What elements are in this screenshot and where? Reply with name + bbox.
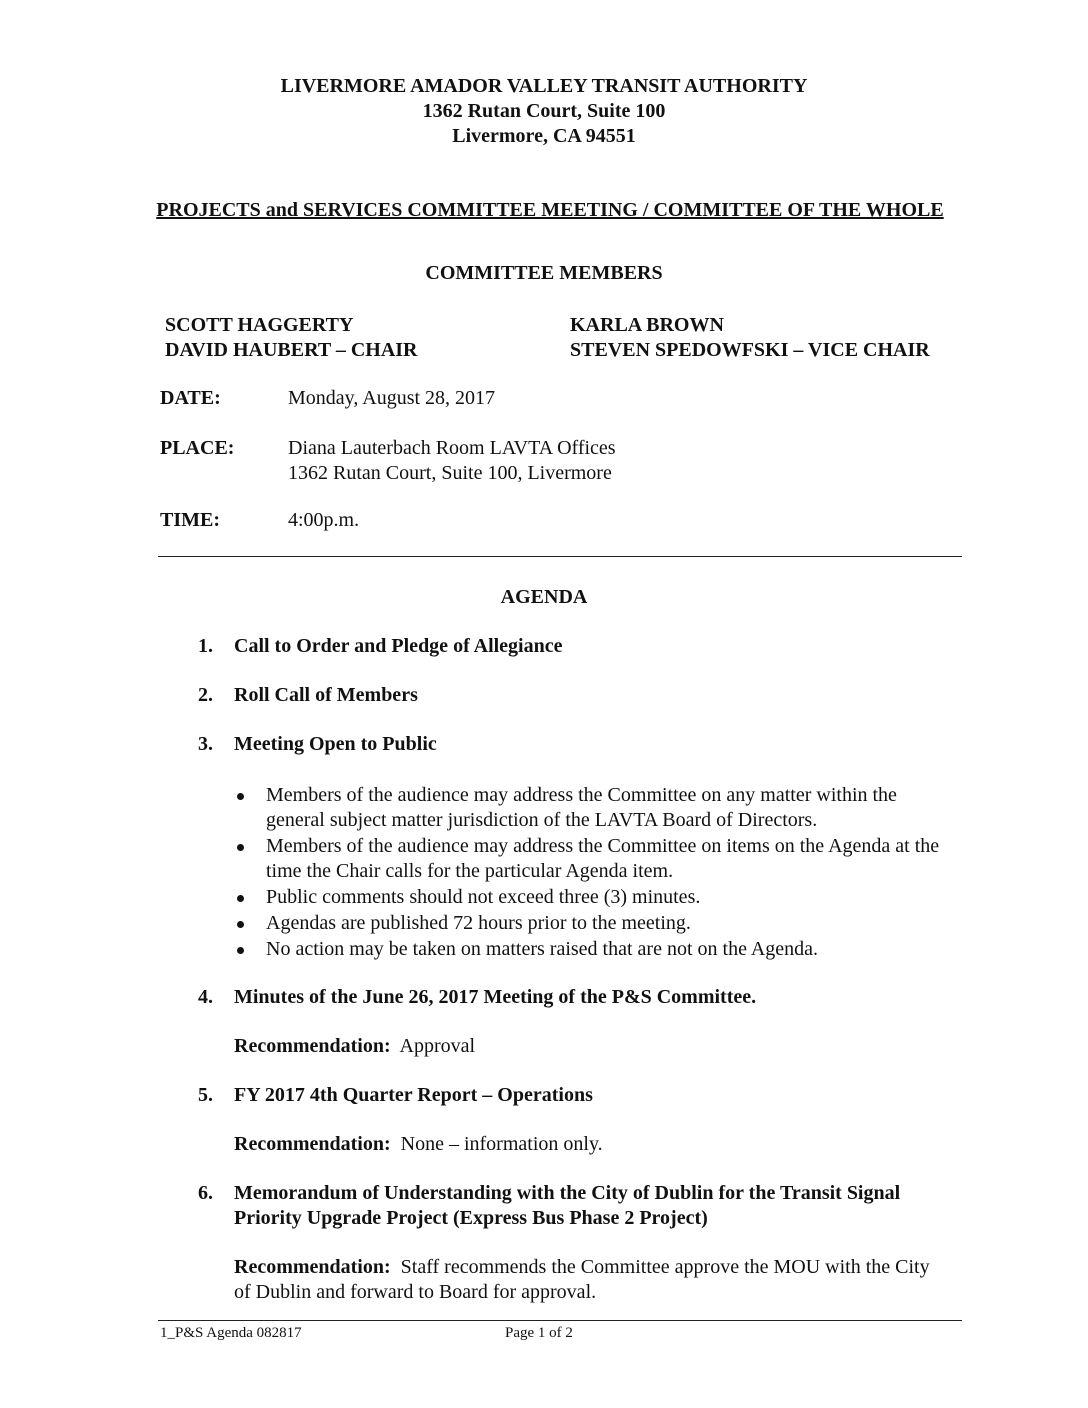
- member-name: KARLA BROWN: [570, 314, 724, 336]
- recommendation-text: Approval: [399, 1035, 476, 1057]
- agenda-item-title: Meeting Open to Public: [234, 733, 437, 755]
- agenda-item-number: 1.: [198, 635, 213, 657]
- meeting-title: PROJECTS and SERVICES COMMITTEE MEETING / COMMITTEE OF THE WHOLE: [156, 199, 944, 221]
- bullet-icon: [237, 921, 244, 928]
- agenda-item-number: 5.: [198, 1084, 213, 1106]
- bullet-icon: [237, 793, 244, 800]
- bullet-icon: [237, 895, 244, 902]
- footer-divider: [158, 1320, 962, 1321]
- time-label: TIME:: [160, 509, 220, 531]
- recommendation-text: Staff recommends the Committee approve the MOU with the City of Dublin and forward to Board for approval.: [234, 1256, 930, 1303]
- bullet-icon: [237, 844, 244, 851]
- members-column-right: [570, 313, 930, 363]
- place-value: [288, 436, 888, 486]
- recommendation-label: Recommendation:: [234, 1133, 391, 1155]
- agenda-item-title: Call to Order and Pledge of Allegiance: [234, 635, 563, 657]
- org-address-line2: Livermore, CA 94551: [452, 125, 636, 147]
- agenda-item-title: Minutes of the June 26, 2017 Meeting of the P&S Committee.: [234, 986, 757, 1008]
- footer-page-number: Page 1 of 2: [505, 1325, 573, 1341]
- place-line2: 1362 Rutan Court, Suite 100, Livermore: [288, 462, 612, 484]
- recommendation-label: Recommendation:: [234, 1035, 391, 1057]
- agenda-item-number: 6.: [198, 1182, 213, 1204]
- agenda-item-number: 2.: [198, 684, 213, 706]
- member-name: DAVID HAUBERT – CHAIR: [165, 339, 418, 361]
- divider: [158, 556, 962, 557]
- recommendation-item-4: [234, 1034, 944, 1059]
- members-heading: COMMITTEE MEMBERS: [425, 262, 663, 284]
- list-item: Members of the audience may address the Committee on items on the Agenda at the time the Chair calls for the particular Agenda item.: [230, 834, 950, 884]
- recommendation-item-5: [234, 1132, 944, 1157]
- place-line1: Diana Lauterbach Room LAVTA Offices: [288, 437, 616, 459]
- footer-doc-id: 1_P&S Agenda 082817: [160, 1325, 302, 1341]
- place-label: PLACE:: [160, 437, 235, 459]
- recommendation-item-6: [234, 1255, 944, 1305]
- header-block: [0, 74, 1088, 149]
- list-item: No action may be taken on matters raised that are not on the Agenda.: [230, 937, 950, 962]
- list-item: Public comments should not exceed three (3) minutes.: [230, 885, 950, 910]
- date-value: Monday, August 28, 2017: [288, 387, 496, 409]
- org-address-line1: 1362 Rutan Court, Suite 100: [422, 100, 666, 122]
- public-comment-bullets: [230, 783, 950, 963]
- member-name: STEVEN SPEDOWFSKI – VICE CHAIR: [570, 339, 930, 361]
- recommendation-text: None – information only.: [400, 1133, 603, 1155]
- member-name: SCOTT HAGGERTY: [165, 314, 354, 336]
- date-label: DATE:: [160, 387, 221, 409]
- time-value: 4:00p.m.: [288, 509, 360, 531]
- recommendation-label: Recommendation:: [234, 1256, 391, 1278]
- list-item: Members of the audience may address the Committee on any matter within the general subject matter jurisdiction of the LAVTA Board of Directors.: [230, 783, 950, 833]
- members-column-left: [165, 313, 418, 363]
- agenda-item-number: 4.: [198, 986, 213, 1008]
- agenda-item-title: FY 2017 4th Quarter Report – Operations: [234, 1084, 593, 1106]
- agenda-item-title: Roll Call of Members: [234, 684, 418, 706]
- list-item: Agendas are published 72 hours prior to the meeting.: [230, 911, 950, 936]
- bullet-icon: [237, 947, 244, 954]
- org-name: LIVERMORE AMADOR VALLEY TRANSIT AUTHORITY: [280, 75, 808, 97]
- agenda-item-number: 3.: [198, 733, 213, 755]
- agenda-item-title: Memorandum of Understanding with the City of Dublin for the Transit Signal Priority Upgrade Project (Express Bus Phase 2 Project): [234, 1182, 901, 1229]
- agenda-heading: AGENDA: [500, 586, 588, 608]
